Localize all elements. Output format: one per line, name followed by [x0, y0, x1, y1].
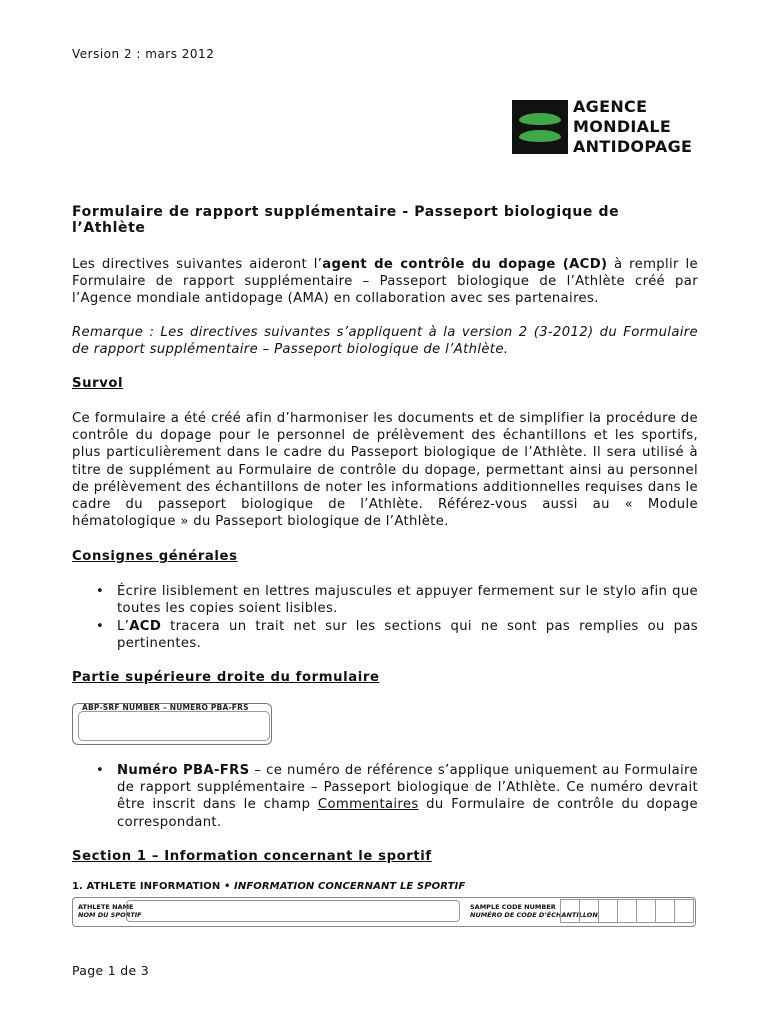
sample-code-field — [560, 899, 694, 923]
intro-paragraph: Les directives suivantes aideront l’agent de contrôle du dopage (ACD) à remplir le Formulaire de rapport supplémentaire – Passeport biologique de l’Athlète créé par l’Agence mondiale antidopage (AMA) en collaboration avec ses partenaires. — [72, 257, 698, 307]
version-label: Version 2 : mars 2012 — [72, 47, 215, 61]
logo-line: ANTIDOPAGE — [573, 137, 693, 156]
athlete-info-header: 1. ATHLETE INFORMATION • INFORMATION CONCERNANT LE SPORTIF — [72, 881, 466, 892]
sample-code-label: SAMPLE CODE NUMBER NUMÉRO DE CODE D’ÉCHANTILLON — [470, 903, 598, 919]
athlete-name-label: ATHLETE NAME NOM DU SPORTIF — [78, 903, 142, 919]
remark-paragraph: Remarque : Les directives suivantes s’appliquent à la version 2 (3-2012) du Formulaire de rapport supplémentaire – Passeport biologique de l’Athlète. — [72, 325, 698, 358]
page-number: Page 1 de 3 — [72, 963, 150, 978]
section1-heading: Section 1 – Information concernant le sportif — [72, 849, 432, 864]
logo-line: MONDIALE — [573, 117, 672, 136]
general-bullet-1: Écrire lisiblement en lettres majuscules et appuyer fermement sur le stylo afin que toutes les copies soient lisibles. — [117, 584, 698, 617]
overview-heading: Survol — [72, 376, 124, 391]
page-title: Formulaire de rapport supplémentaire - Passeport biologique de l’Athlète — [72, 204, 620, 236]
logo-text — [573, 97, 692, 157]
athlete-name-field — [126, 900, 460, 922]
pba-number-label: ABP-SRF NUMBER – NUMERO PBA-FRS — [82, 703, 249, 712]
wada-logo-icon — [512, 100, 568, 154]
general-bullet-2: L’ACD tracera un trait net sur les sections qui ne sont pas remplies ou pas pertinentes. — [117, 619, 698, 652]
bullet-icon: • — [96, 619, 104, 634]
bullet-icon: • — [96, 584, 104, 599]
general-heading: Consignes générales — [72, 549, 238, 564]
top-right-heading: Partie supérieure droite du formulaire — [72, 670, 380, 685]
logo-line: AGENCE — [573, 97, 648, 116]
acd-term: agent de contrôle du dopage (ACD) — [322, 257, 608, 272]
pba-number-field — [78, 711, 270, 741]
bullet-icon: • — [96, 763, 104, 778]
pba-bullet: Numéro PBA-FRS – ce numéro de référence s’applique uniquement au Formulaire de rapport supplémentaire – Passeport biologique de l’Athlète. Ce numéro devrait être inscrit dans le champ Commentaires du Formulaire de contrôle du dopage correspondant. — [117, 763, 698, 830]
overview-paragraph: Ce formulaire a été créé afin d’harmoniser les documents et de simplifier la procédure de contrôle du dopage pour le personnel de prélèvement des échantillons et les sportifs, plus particulièrement dans le cadre du Passeport biologique de l’Athlète. Il sera utilisé à titre de supplément au Formulaire de contrôle du dopage, permettant ainsi au personnel de prélèvement des échantillons de noter les informations additionnelles requises dans le cadre du passeport biologique de l’Athlète. Référez-vous aussi au « Module hématologique » du Passeport biologique de l’Athlète. — [72, 411, 698, 530]
